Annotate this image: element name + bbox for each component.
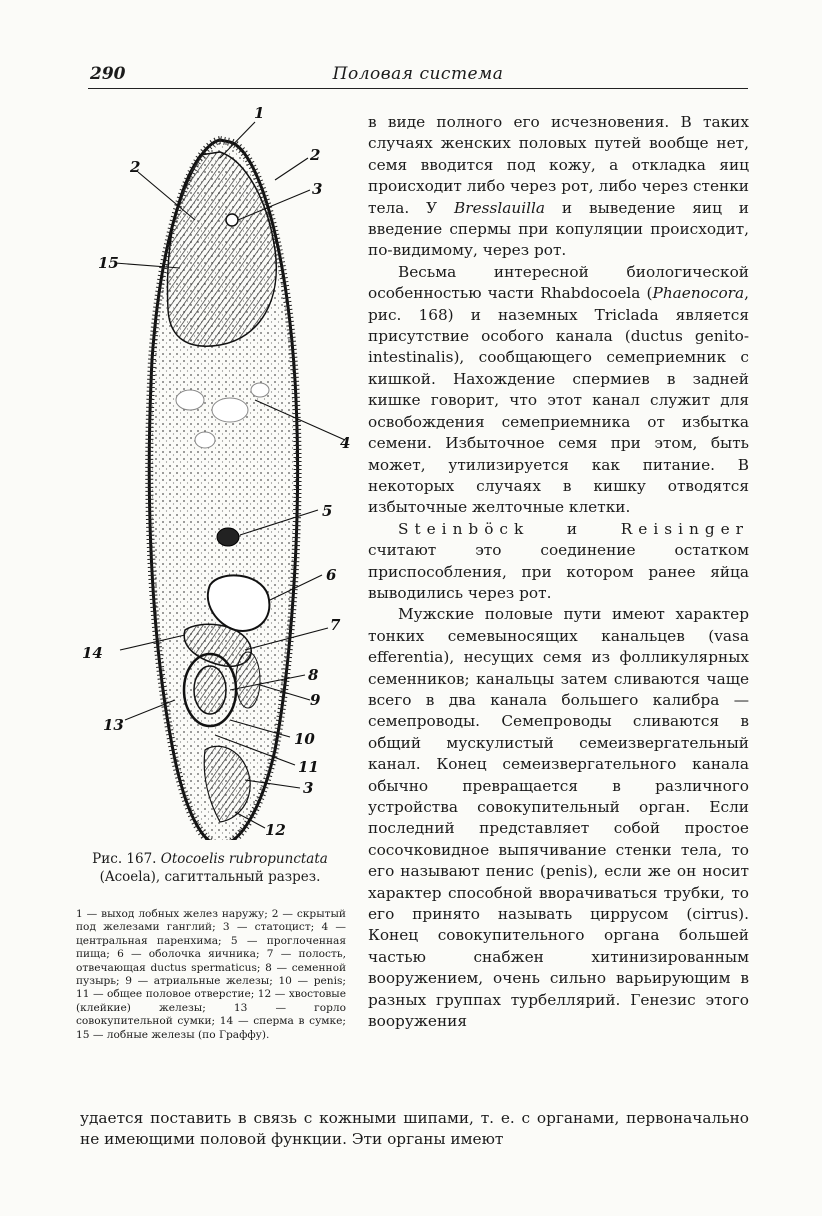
worm-section-drawing <box>70 100 360 840</box>
caption-prefix: Рис. 167. <box>92 851 157 867</box>
callout-2b: 2 <box>310 146 321 164</box>
p1-genus: Bresslauilla <box>454 198 546 217</box>
running-head: Половая система <box>332 64 504 84</box>
paragraph-1 <box>368 112 749 262</box>
callout-12: 12 <box>265 821 286 839</box>
callout-7: 7 <box>330 616 341 634</box>
p2-text-a: Весьма интересной биологической особенностью части Rhabdocoela ( <box>368 262 749 303</box>
legend-item: 12 — хвостовые (клейкие) железы; <box>76 988 346 1014</box>
paragraph-4: Мужские половые пути имеют характер тонких семевыносящих канальцев (vasa efferentia), несущих семя из фолликулярных семенников; канальцы затем сливаются чаще всего в два канала большего калибра — семепроводы. Семепроводы сливаются в общий мускулистый семеизвергательный канал. Конец семеизвергательного канала обычно превращается в различного устройства совокупительный орган. Если последний представляет собой простое сосочковидное выпячивание стенки тела, то его называют пенис (penis), если же он носит характер способной вворачиваться трубки, то его принято называть циррусом (cirrus). Конец совокупительного органа большей частью снабжен хитинизированным вооружением, очень сильно варьирующим в разных группах турбеллярий. Генезис этого вооружения <box>368 605 749 1031</box>
callout-1: 1 <box>254 104 265 122</box>
paragraph-4-continued: удается поставить в связь с кожными шипами, т. е. с органами, первоначально не имеющими половой функции. Эти органы имеют <box>80 1109 749 1149</box>
legend-item: 1 — выход лобных желез наружу; <box>76 908 272 920</box>
page-header <box>88 62 748 89</box>
p3-text: считают это соединение остатком приспособления, при котором ранее яйца выводились через рот. <box>368 541 749 602</box>
legend-item: 3 — статоцист; <box>222 921 322 934</box>
legend-item: 14 — сперма в сумке; <box>219 1015 346 1028</box>
callout-2: 2 <box>130 158 141 176</box>
paragraph-2 <box>368 262 749 519</box>
p1-text-b: и выведение яиц и введение спермы при копуляции происходит, по-видимому, через рот. <box>368 198 749 260</box>
legend-item: 4 — центральная паренхима; <box>76 921 346 947</box>
figure-legend <box>76 908 346 1042</box>
paragraph-3 <box>368 519 749 605</box>
legend-item: 13 — горло совокупительной сумки; <box>76 1001 346 1028</box>
p1-text-a: в виде полного его исчезновения. В таких случаях женских половых путей вообще нет, семя вводится под кожу, а откладка яиц происходит либо через рот, либо через стенки тела. У <box>368 113 749 217</box>
callout-14: 14 <box>82 644 103 662</box>
legend-item: 6 — оболочка яичника; <box>117 948 267 961</box>
legend-item: 8 — семенной пузырь; <box>76 961 347 988</box>
statocyst <box>226 214 238 226</box>
callout-3b: 3 <box>303 779 314 797</box>
callout-6: 6 <box>326 566 337 584</box>
legend-item: 2 — скрытый под железами ганглий; <box>76 908 346 934</box>
callout-15: 15 <box>98 254 119 272</box>
p2-text-b: , рис. 168) и наземных Triclada является присутствие особого канала (ductus genito-intestinalis), сообщающего семеприемник с кишкой. Нахождение спермиев в задней кишке говорит, что этот канал служит для освобождения семеприемника от избытка семени. Избыточное семя при этом, быть может, утилизируется как питание. В некоторых случаях в кишку отводятся избыточные желточные клетки. <box>368 284 749 517</box>
legend-item: 10 — penis; <box>278 975 347 988</box>
text-column <box>368 112 749 1032</box>
swallowed-food <box>217 528 239 546</box>
callout-4: 4 <box>340 434 351 452</box>
legend-item: 7 — полость, отвечающая ductus spermaticus; <box>76 948 346 974</box>
legend-item: 11 — общее половое отверстие; <box>76 988 258 1001</box>
callout-13: 13 <box>103 716 124 734</box>
p2-genus: Phaenocora <box>652 284 745 303</box>
legend-item: 15 — лобные железы (по Граффу). <box>76 1028 270 1041</box>
caption-rest: (Acoela), сагиттальный разрез. <box>99 869 321 885</box>
legend-item: 5 — проглоченная пища; <box>76 934 347 961</box>
figure-caption <box>76 850 344 886</box>
figure-167 <box>70 100 360 840</box>
callout-10: 10 <box>294 730 315 748</box>
caption-species: Otocoelis rubropunctata <box>160 851 328 867</box>
callout-8: 8 <box>308 666 319 684</box>
callout-3: 3 <box>312 180 323 198</box>
legend-item: 9 — атриальные железы; <box>125 975 279 988</box>
page-number: 290 <box>90 64 126 84</box>
callout-11: 11 <box>298 758 319 776</box>
callout-9: 9 <box>310 691 321 709</box>
p3-authors: Steinböck и Reisinger <box>398 519 749 538</box>
callout-5: 5 <box>322 502 333 520</box>
